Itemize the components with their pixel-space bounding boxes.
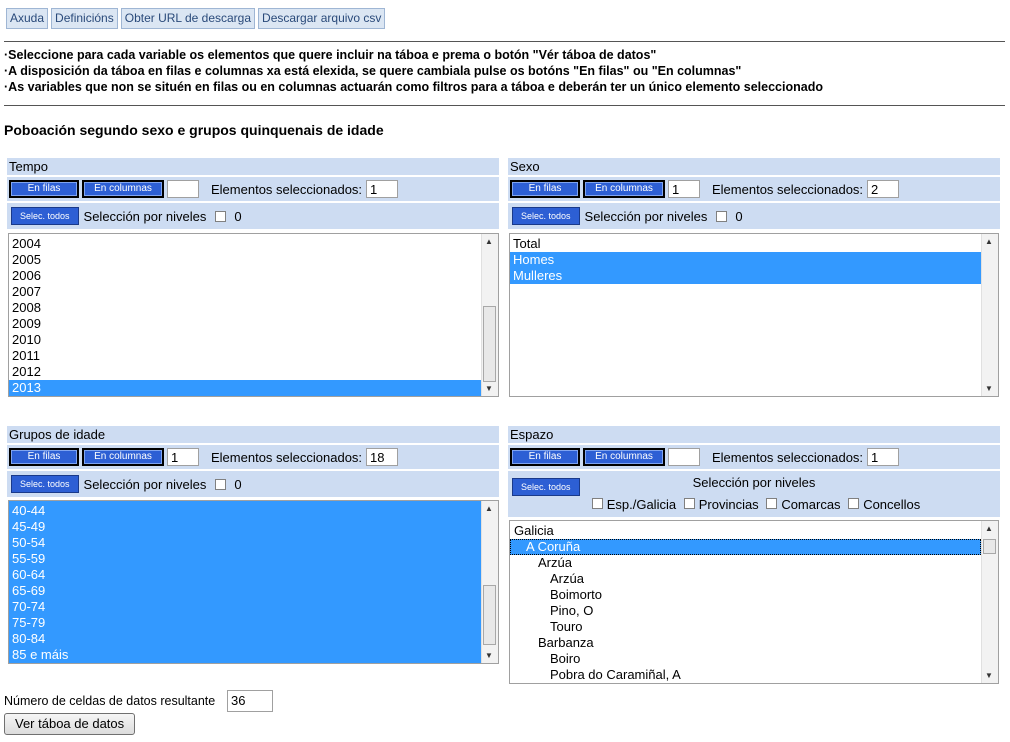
panel-idade xyxy=(7,426,499,497)
level-label: Provincias xyxy=(698,497,759,512)
select-all-button[interactable]: Selec. todos xyxy=(512,478,580,496)
selected-count-field: 1 xyxy=(366,180,398,198)
in-columns-button[interactable]: En columnas xyxy=(82,180,164,198)
scroll-down-icon[interactable]: ▼ xyxy=(485,384,493,393)
list-item[interactable]: 2011 xyxy=(12,348,40,363)
panel-tempo xyxy=(7,158,499,229)
list-item[interactable]: Pobra do Caramiñal, A xyxy=(550,667,681,682)
instruction-line: ·As variables que non se situén en filas ou en columnas actuarán como filtros para a táboa e deberán ter un único elemento seleccionado xyxy=(4,80,823,94)
level-selector xyxy=(508,471,1000,517)
level-checkbox[interactable] xyxy=(215,479,226,490)
select-by-levels-label: Selección por niveles xyxy=(83,208,207,224)
selected-count-field: 18 xyxy=(366,448,398,466)
list-item[interactable]: 2008 xyxy=(12,300,41,315)
instruction-line: ·A disposición da táboa en filas e columnas xa está elexida, se quere cambiala pulse os botóns "En filas" ou "En columnas" xyxy=(4,64,742,78)
scroll-up-icon[interactable]: ▲ xyxy=(485,504,493,513)
list-item-selected[interactable]: 40-44 xyxy=(9,503,481,519)
in-columns-button[interactable]: En columnas xyxy=(583,180,665,198)
scroll-up-icon[interactable]: ▲ xyxy=(985,237,993,246)
cells-count-label: Número de celdas de datos resultante xyxy=(4,694,216,708)
select-by-levels-label: Selección por niveles xyxy=(83,476,207,492)
list-item-selected[interactable]: 55-59 xyxy=(9,551,481,567)
list-item[interactable]: Barbanza xyxy=(538,635,594,650)
view-table-button[interactable]: Ver táboa de datos xyxy=(4,713,135,735)
in-rows-button[interactable]: En filas xyxy=(9,448,79,466)
list-item[interactable]: Boiro xyxy=(550,651,581,666)
list-item[interactable]: Boimorto xyxy=(550,587,603,602)
list-item-selected[interactable]: Homes xyxy=(510,252,981,268)
instruction-line: ·Seleccione para cada variable os elementos que quere incluir na táboa e prema o botón "Vér táboa de datos" xyxy=(4,48,657,62)
select-by-levels-label: Selección por niveles xyxy=(584,208,708,224)
level-label: Esp./Galicia xyxy=(606,497,677,512)
level-checkbox[interactable] xyxy=(592,498,603,509)
divider xyxy=(4,105,1005,106)
list-item[interactable]: 2010 xyxy=(12,332,41,347)
scrollbar[interactable] xyxy=(481,234,498,396)
select-all-button[interactable]: Selec. todos xyxy=(11,475,79,493)
list-item[interactable]: 2005 xyxy=(12,252,41,267)
list-item-selected[interactable]: Mulleres xyxy=(510,268,981,284)
position-field[interactable] xyxy=(167,180,199,198)
level-checkboxes xyxy=(508,497,1000,512)
panel-title: Tempo xyxy=(7,158,499,175)
in-columns-button[interactable]: En columnas xyxy=(82,448,164,466)
panel-title: Grupos de idade xyxy=(7,426,499,443)
in-rows-button[interactable]: En filas xyxy=(510,448,580,466)
scroll-thumb[interactable] xyxy=(983,539,996,554)
selected-count-label: Elementos seleccionados: xyxy=(712,181,864,197)
level-checkbox[interactable] xyxy=(215,211,226,222)
list-item[interactable]: Touro xyxy=(550,619,583,634)
list-item-selected[interactable]: 50-54 xyxy=(9,535,481,551)
sexo-list[interactable] xyxy=(509,233,999,397)
list-item-selected[interactable]: 75-79 xyxy=(9,615,481,631)
panel-sexo xyxy=(508,158,1000,229)
list-item[interactable]: Pino, O xyxy=(550,603,594,618)
list-item-selected[interactable]: 45-49 xyxy=(9,519,481,535)
download-csv-button[interactable]: Descargar arquivo csv xyxy=(258,8,385,29)
list-item[interactable]: 2006 xyxy=(12,268,41,283)
list-item[interactable]: Arzúa xyxy=(538,555,572,570)
panel-title: Espazo xyxy=(508,426,1000,443)
scrollbar[interactable] xyxy=(981,521,998,683)
level-checkbox[interactable] xyxy=(766,498,777,509)
selected-count-field: 2 xyxy=(867,180,899,198)
list-item-selected[interactable]: 65-69 xyxy=(9,583,481,599)
get-url-button[interactable]: Obter URL de descarga xyxy=(121,8,255,29)
divider xyxy=(4,41,1005,42)
list-item-selected[interactable]: 60-64 xyxy=(9,567,481,583)
position-field[interactable]: 1 xyxy=(167,448,199,466)
list-item[interactable]: Galicia xyxy=(514,523,554,538)
help-button[interactable]: Axuda xyxy=(6,8,48,29)
selected-count-label: Elementos seleccionados: xyxy=(211,181,363,197)
scroll-down-icon[interactable]: ▼ xyxy=(985,384,993,393)
instructions xyxy=(4,47,823,95)
list-item[interactable]: 2012 xyxy=(12,364,41,379)
level-label: 0 xyxy=(735,208,743,224)
cells-count-field: 36 xyxy=(227,690,273,712)
selected-count-label: Elementos seleccionados: xyxy=(712,449,864,465)
list-item-selected[interactable]: 80-84 xyxy=(9,631,481,647)
in-columns-button[interactable]: En columnas xyxy=(583,448,665,466)
select-by-levels-label: Selección por niveles xyxy=(692,475,816,490)
scroll-thumb[interactable] xyxy=(483,585,496,645)
page-title: Poboación segundo sexo e grupos quinquenais de idade xyxy=(4,122,384,138)
list-item-selected[interactable]: 2013 xyxy=(9,380,481,396)
definitions-button[interactable]: Definicións xyxy=(51,8,118,29)
toolbar xyxy=(6,8,385,29)
scroll-thumb[interactable] xyxy=(483,306,496,382)
scroll-down-icon[interactable]: ▼ xyxy=(985,671,993,680)
panel-espazo xyxy=(508,426,1000,517)
select-all-button[interactable]: Selec. todos xyxy=(11,207,79,225)
position-field[interactable]: 1 xyxy=(668,180,700,198)
list-item[interactable]: Total xyxy=(513,236,541,251)
list-item-selected[interactable]: 70-74 xyxy=(9,599,481,615)
in-rows-button[interactable]: En filas xyxy=(510,180,580,198)
list-item-selected[interactable]: 85 e máis xyxy=(9,647,481,663)
scroll-up-icon[interactable]: ▲ xyxy=(485,237,493,246)
level-checkbox[interactable] xyxy=(848,498,859,509)
selected-count-field: 1 xyxy=(867,448,899,466)
panel-title: Sexo xyxy=(508,158,1000,175)
select-all-button[interactable]: Selec. todos xyxy=(512,207,580,225)
list-item-selected[interactable]: A Coruña xyxy=(510,539,981,555)
level-label: Comarcas xyxy=(781,497,841,512)
espazo-list[interactable] xyxy=(509,520,999,684)
scroll-up-icon[interactable]: ▲ xyxy=(985,524,993,533)
scrollbar[interactable] xyxy=(981,234,998,396)
tempo-list[interactable] xyxy=(8,233,499,397)
list-item[interactable]: Arzúa xyxy=(550,571,584,586)
level-label: 0 xyxy=(234,476,242,492)
level-label: 0 xyxy=(234,208,242,224)
level-checkbox[interactable] xyxy=(716,211,727,222)
list-item[interactable]: 2004 xyxy=(12,236,41,251)
idade-list[interactable] xyxy=(8,500,499,664)
selected-count-label: Elementos seleccionados: xyxy=(211,449,363,465)
list-item[interactable]: 2007 xyxy=(12,284,41,299)
in-rows-button[interactable]: En filas xyxy=(9,180,79,198)
level-checkbox[interactable] xyxy=(684,498,695,509)
list-item[interactable]: 2009 xyxy=(12,316,41,331)
level-label: Concellos xyxy=(863,497,921,512)
scroll-down-icon[interactable]: ▼ xyxy=(485,651,493,660)
scrollbar[interactable] xyxy=(481,501,498,663)
position-field[interactable] xyxy=(668,448,700,466)
